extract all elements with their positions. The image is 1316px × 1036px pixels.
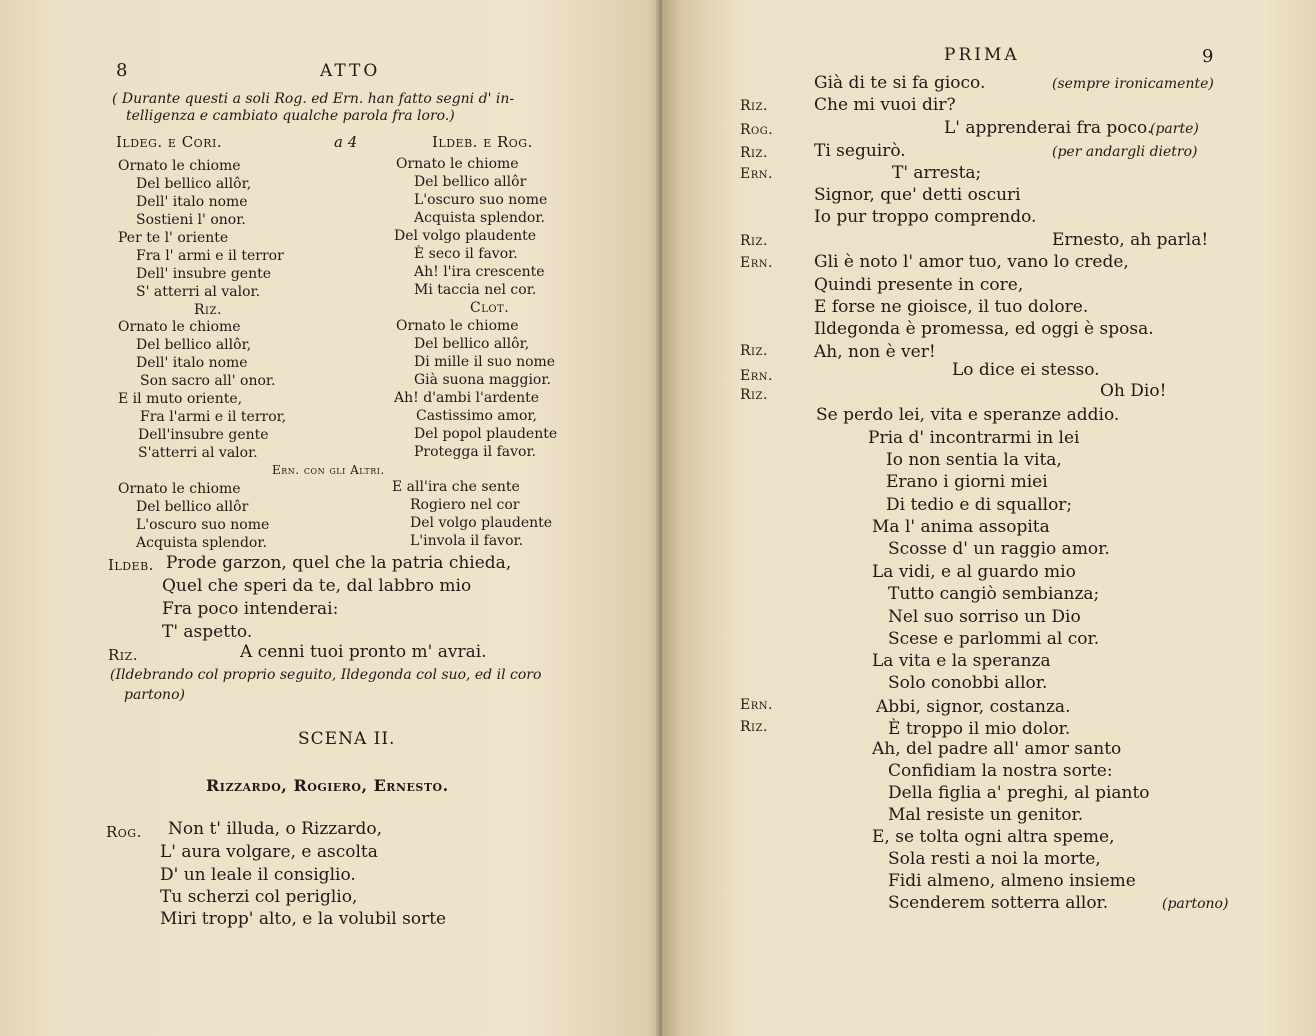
- speaker-label: Riz.: [740, 343, 768, 359]
- verse-line: Ah, del padre all' amor santo: [872, 739, 1122, 759]
- speaker-label: Ern. con gli Altri.: [272, 463, 385, 477]
- verse-line: Rogiero nel cor: [410, 497, 520, 513]
- verse-line: Ma l' anima assopita: [872, 517, 1050, 537]
- speaker-label: Ern.: [740, 166, 773, 182]
- verse-line: L'oscuro suo nome: [136, 517, 270, 533]
- verse-line: Ah, non è ver!: [814, 342, 936, 362]
- verse-line: Io pur troppo comprendo.: [814, 207, 1037, 227]
- verse-line: Ornato le chiome: [396, 156, 519, 172]
- verse-line: Fidi almeno, almeno insieme: [888, 871, 1136, 891]
- speaker-label: Rog.: [106, 823, 142, 841]
- stage-direction: (sempre ironicamente): [1052, 76, 1214, 92]
- verse-line: Son sacro all' onor.: [140, 373, 276, 389]
- verse-line: Del bellico allôr,: [136, 176, 252, 192]
- right-page: [662, 0, 1316, 1036]
- verse-line: Dell' italo nome: [136, 194, 248, 210]
- verse-line: Dell'insubre gente: [138, 427, 269, 443]
- verse-line: L'oscuro suo nome: [414, 192, 548, 208]
- speaker-label: Rog.: [740, 122, 774, 138]
- verse-line: T' arresta;: [892, 163, 982, 183]
- verse-line: E, se tolta ogni altra speme,: [872, 827, 1115, 847]
- verse-line: E il muto oriente,: [118, 391, 243, 407]
- verse-line: Sostieni l' onor.: [136, 212, 246, 228]
- verse-line: Del bellico allôr: [136, 499, 249, 515]
- stage-direction: ( Durante questi a soli Rog. ed Ern. han fatto segni d' in-: [112, 91, 515, 107]
- verse-line: S' atterri al valor.: [136, 284, 261, 300]
- verse-line: Quel che speri da te, dal labbro mio: [162, 576, 472, 596]
- stage-direction: (partono): [1162, 896, 1229, 912]
- verse-line: Non t' illuda, o Rizzardo,: [168, 819, 383, 839]
- speaker-label: Riz.: [740, 387, 768, 403]
- verse-line: E forse ne gioisce, il tuo dolore.: [814, 297, 1089, 317]
- verse-line: Pria d' incontrarmi in lei: [868, 428, 1080, 448]
- verse-line: Ildegonda è promessa, ed oggi è sposa.: [814, 319, 1154, 339]
- verse-line: Castissimo amor,: [416, 408, 538, 424]
- scene-characters: Rizzardo, Rogiero, Ernesto.: [206, 776, 449, 795]
- verse-line: Ornato le chiome: [118, 319, 241, 335]
- page-number: 9: [1202, 46, 1214, 67]
- verse-line: Dell' insubre gente: [136, 266, 272, 282]
- verse-line: Che mi vuoi dir?: [814, 95, 956, 115]
- speaker-label: Ildeg. e Cori.: [116, 133, 223, 151]
- verse-line: Miri tropp' alto, e la volubil sorte: [160, 909, 447, 929]
- verse-line: Fra l' armi e il terror: [136, 248, 284, 264]
- verse-line: Fra l'armi e il terror,: [140, 409, 287, 425]
- verse-line: Ernesto, ah parla!: [1052, 230, 1209, 250]
- verse-line: Acquista splendor.: [136, 535, 267, 551]
- verse-line: La vita e la speranza: [872, 651, 1051, 671]
- verse-line: Se perdo lei, vita e speranze addio.: [816, 405, 1120, 425]
- verse-line: Acquista splendor.: [414, 210, 545, 226]
- speaker-label: Clot.: [470, 300, 510, 316]
- verse-line: Scenderem sotterra allor.: [888, 893, 1109, 913]
- running-head: PRIMA: [944, 45, 1020, 65]
- verse-line: L' aura volgare, e ascolta: [160, 842, 378, 862]
- verse-line: Oh Dio!: [1100, 381, 1167, 401]
- verse-line: Scosse d' un raggio amor.: [888, 539, 1110, 559]
- verse-line: Confidiam la nostra sorte:: [888, 761, 1113, 781]
- verse-line: Mal resiste un genitor.: [888, 805, 1084, 825]
- verse-line: Ornato le chiome: [396, 318, 519, 334]
- verse-line: Mi taccia nel cor.: [414, 282, 537, 298]
- verse-line: Lo dice ei stesso.: [952, 360, 1100, 380]
- verse-line: È seco il favor.: [414, 246, 518, 262]
- verse-line: Già di te si fa gioco.: [814, 73, 986, 93]
- speaker-label: Ern.: [740, 255, 773, 271]
- verse-line: Erano i giorni miei: [886, 472, 1048, 492]
- stage-direction: (Ildebrando col proprio seguito, Ildegonda col suo, ed il coro: [110, 667, 542, 683]
- verse-line: T' aspetto.: [162, 622, 253, 642]
- speaker-label: Ern.: [740, 697, 773, 713]
- speaker-label: Riz.: [740, 145, 768, 161]
- verse-line: Del bellico allôr,: [414, 336, 530, 352]
- speaker-label: Riz.: [108, 646, 139, 664]
- verse-line: Io non sentia la vita,: [886, 450, 1062, 470]
- verse-line: Sola resti a noi la morte,: [888, 849, 1101, 869]
- verse-line: Del volgo plaudente: [410, 515, 553, 531]
- verse-line: S'atterri al valor.: [138, 445, 258, 461]
- verse-line: È troppo il mio dolor.: [888, 719, 1071, 739]
- verse-line: Del bellico allôr: [414, 174, 527, 190]
- verse-line: Tu scherzi col periglio,: [160, 887, 358, 907]
- verse-line: Ti seguirò.: [814, 141, 906, 161]
- page-number: 8: [116, 60, 128, 81]
- verse-line: A cenni tuoi pronto m' avrai.: [240, 642, 487, 662]
- verse-line: Prode garzon, quel che la patria chieda,: [166, 553, 512, 573]
- stage-direction: (per andargli dietro): [1052, 144, 1198, 160]
- verse-line: Di mille il suo nome: [414, 354, 556, 370]
- stage-direction: telligenza e cambiato qualche parola fra loro.): [126, 108, 455, 124]
- verse-line: Tutto cangiò sembianza;: [888, 584, 1100, 604]
- verse-line: L' apprenderai fra poco.: [944, 118, 1153, 138]
- speaker-label: Riz.: [740, 98, 768, 114]
- scene-title: SCENA II.: [298, 729, 396, 749]
- speaker-label: Ildeb. e Rog.: [432, 133, 533, 151]
- stage-direction: partono): [124, 687, 185, 703]
- verse-line: Già suona maggior.: [414, 372, 551, 388]
- speaker-label: Riz.: [194, 302, 222, 318]
- speaker-label: Riz.: [740, 719, 768, 735]
- verse-line: Dell' italo nome: [136, 355, 248, 371]
- ensemble-label: a 4: [334, 133, 358, 151]
- verse-line: Ah! d'ambi l'ardente: [394, 390, 540, 406]
- verse-line: Quindi presente in core,: [814, 275, 1024, 295]
- speaker-label: Ildeb.: [108, 556, 154, 574]
- verse-line: Di tedio e di squallor;: [886, 495, 1073, 515]
- verse-line: Ornato le chiome: [118, 481, 241, 497]
- verse-line: Del bellico allôr,: [136, 337, 252, 353]
- verse-line: E all'ira che sente: [392, 479, 520, 495]
- verse-line: Ah! l'ira crescente: [414, 264, 545, 280]
- verse-line: Fra poco intenderai:: [162, 599, 339, 619]
- verse-line: Della figlia a' preghi, al pianto: [888, 783, 1150, 803]
- verse-line: Ornato le chiome: [118, 158, 241, 174]
- stage-direction: (parte): [1150, 121, 1199, 137]
- speaker-label: Ern.: [740, 368, 773, 384]
- verse-line: La vidi, e al guardo mio: [872, 562, 1076, 582]
- verse-line: Del popol plaudente: [414, 426, 558, 442]
- verse-line: L'invola il favor.: [410, 533, 524, 549]
- speaker-label: Riz.: [740, 233, 768, 249]
- verse-line: Solo conobbi allor.: [888, 673, 1048, 693]
- verse-line: Protegga il favor.: [414, 444, 537, 460]
- verse-line: Signor, que' detti oscuri: [814, 185, 1021, 205]
- verse-line: Per te l' oriente: [118, 230, 229, 246]
- running-head: ATTO: [320, 61, 381, 81]
- verse-line: Scese e parlommi al cor.: [888, 629, 1100, 649]
- verse-line: Nel suo sorriso un Dio: [888, 607, 1081, 627]
- verse-line: Gli è noto l' amor tuo, vano lo crede,: [814, 252, 1129, 272]
- verse-line: Abbi, signor, costanza.: [876, 697, 1071, 717]
- verse-line: Del volgo plaudente: [394, 228, 537, 244]
- verse-line: D' un leale il consiglio.: [160, 865, 356, 885]
